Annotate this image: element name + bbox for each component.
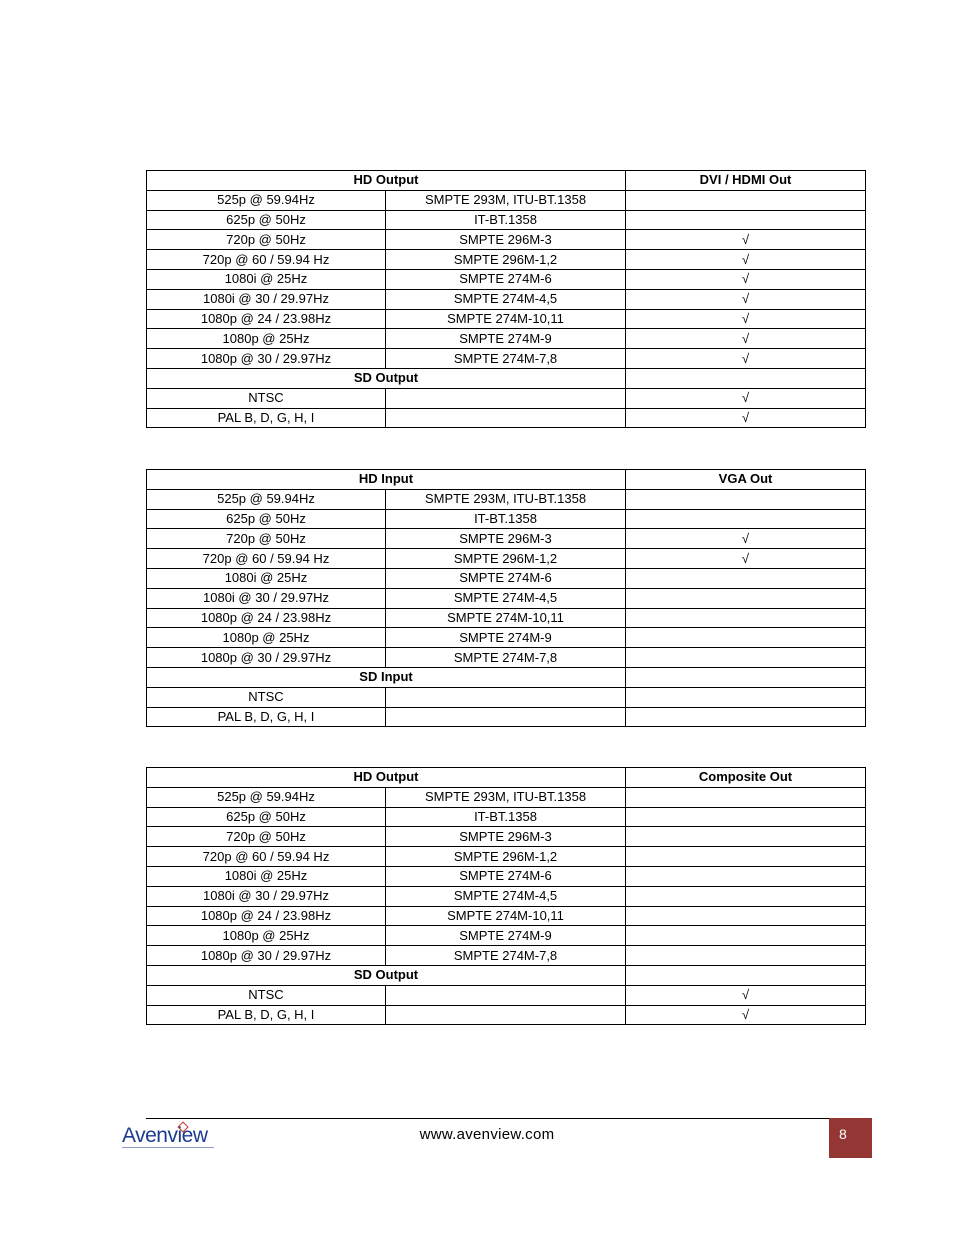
table-row <box>147 787 866 807</box>
support-cell <box>626 926 866 946</box>
sd-header-row <box>147 965 866 985</box>
standard-cell: SMPTE 274M-9 <box>386 329 626 349</box>
table-row <box>147 608 866 628</box>
sd-header-row <box>147 368 866 388</box>
table-row <box>147 926 866 946</box>
table-row <box>147 807 866 827</box>
table-row <box>147 309 866 329</box>
table-row <box>147 847 866 867</box>
hd-header-row <box>147 768 866 788</box>
format-cell: 625p @ 50Hz <box>147 807 386 827</box>
support-cell <box>626 946 866 966</box>
support-cell <box>626 787 866 807</box>
standard-cell: SMPTE 293M, ITU-BT.1358 <box>386 190 626 210</box>
table-row <box>147 408 866 428</box>
format-cell: 720p @ 50Hz <box>147 529 386 549</box>
support-cell: √ <box>626 329 866 349</box>
format-cell: 720p @ 60 / 59.94 Hz <box>147 549 386 569</box>
table-row <box>147 827 866 847</box>
standard-cell: SMPTE 296M-1,2 <box>386 847 626 867</box>
standard-cell: SMPTE 274M-10,11 <box>386 608 626 628</box>
format-cell: NTSC <box>147 388 386 408</box>
format-cell: NTSC <box>147 985 386 1005</box>
standard-cell: SMPTE 274M-7,8 <box>386 946 626 966</box>
support-cell <box>626 489 866 509</box>
standard-cell: SMPTE 274M-10,11 <box>386 906 626 926</box>
sd-header-row <box>147 667 866 687</box>
standard-cell: SMPTE 274M-4,5 <box>386 886 626 906</box>
format-cell: 525p @ 59.94Hz <box>147 489 386 509</box>
support-cell <box>626 568 866 588</box>
sd-header-row-column-label <box>626 667 866 687</box>
table-row <box>147 886 866 906</box>
logo-text: Avenview <box>122 1124 208 1147</box>
format-cell: 1080p @ 25Hz <box>147 329 386 349</box>
standard-cell: SMPTE 274M-6 <box>386 568 626 588</box>
standard-cell: SMPTE 296M-3 <box>386 529 626 549</box>
support-cell <box>626 866 866 886</box>
support-cell <box>626 210 866 230</box>
format-cell: 525p @ 59.94Hz <box>147 787 386 807</box>
format-cell: 720p @ 50Hz <box>147 230 386 250</box>
support-cell <box>626 707 866 727</box>
standard-cell: SMPTE 293M, ITU-BT.1358 <box>386 787 626 807</box>
composite-output-table <box>146 767 866 1025</box>
table-row <box>147 628 866 648</box>
standard-cell: SMPTE 274M-7,8 <box>386 349 626 369</box>
format-cell: 1080p @ 24 / 23.98Hz <box>147 309 386 329</box>
support-cell <box>626 886 866 906</box>
standard-cell: SMPTE 274M-6 <box>386 269 626 289</box>
table-row <box>147 866 866 886</box>
support-cell: √ <box>626 408 866 428</box>
standard-cell: IT-BT.1358 <box>386 509 626 529</box>
table-row <box>147 269 866 289</box>
support-cell: √ <box>626 549 866 569</box>
table-row <box>147 687 866 707</box>
standard-cell: SMPTE 274M-4,5 <box>386 588 626 608</box>
support-cell <box>626 628 866 648</box>
sd-header-row-label: SD Output <box>147 368 626 388</box>
standard-cell: SMPTE 296M-3 <box>386 230 626 250</box>
format-cell: PAL B, D, G, H, I <box>147 408 386 428</box>
table-row <box>147 588 866 608</box>
standard-cell <box>386 687 626 707</box>
standard-cell <box>386 1005 626 1025</box>
format-cell: 1080i @ 25Hz <box>147 568 386 588</box>
table-row <box>147 568 866 588</box>
format-cell: 1080p @ 30 / 29.97Hz <box>147 349 386 369</box>
support-cell: √ <box>626 985 866 1005</box>
dvi-hdmi-output-table <box>146 170 866 428</box>
format-cell: NTSC <box>147 687 386 707</box>
format-cell: 1080p @ 25Hz <box>147 926 386 946</box>
table-row <box>147 388 866 408</box>
format-cell: 1080i @ 30 / 29.97Hz <box>147 886 386 906</box>
format-cell: 720p @ 60 / 59.94 Hz <box>147 250 386 270</box>
support-cell <box>626 687 866 707</box>
hd-header-row-label: HD Output <box>147 768 626 788</box>
table-row <box>147 349 866 369</box>
support-cell: √ <box>626 388 866 408</box>
support-cell <box>626 807 866 827</box>
format-cell: 1080p @ 25Hz <box>147 628 386 648</box>
sd-header-row-label: SD Output <box>147 965 626 985</box>
standard-cell: SMPTE 296M-1,2 <box>386 250 626 270</box>
table-row <box>147 529 866 549</box>
standard-cell: SMPTE 274M-9 <box>386 628 626 648</box>
standard-cell: SMPTE 274M-9 <box>386 926 626 946</box>
standard-cell <box>386 985 626 1005</box>
hd-header-row-column-label: DVI / HDMI Out <box>626 171 866 191</box>
table-row <box>147 946 866 966</box>
format-cell: 1080p @ 24 / 23.98Hz <box>147 608 386 628</box>
hd-header-row-label: HD Output <box>147 171 626 191</box>
standard-cell: IT-BT.1358 <box>386 210 626 230</box>
support-cell: √ <box>626 349 866 369</box>
page-number: 8 <box>839 1126 847 1142</box>
table-row <box>147 250 866 270</box>
standard-cell: SMPTE 274M-7,8 <box>386 648 626 668</box>
sd-header-row-column-label <box>626 965 866 985</box>
sd-header-row-label: SD Input <box>147 667 626 687</box>
table-row <box>147 707 866 727</box>
support-cell: √ <box>626 1005 866 1025</box>
support-cell <box>626 588 866 608</box>
standard-cell: SMPTE 274M-4,5 <box>386 289 626 309</box>
standard-cell <box>386 388 626 408</box>
table-row <box>147 289 866 309</box>
format-cell: 1080i @ 30 / 29.97Hz <box>147 588 386 608</box>
vga-output-table <box>146 469 866 727</box>
support-cell <box>626 608 866 628</box>
standard-cell: IT-BT.1358 <box>386 807 626 827</box>
table-row <box>147 509 866 529</box>
support-cell <box>626 847 866 867</box>
support-cell: √ <box>626 289 866 309</box>
standard-cell <box>386 707 626 727</box>
table-row <box>147 230 866 250</box>
standard-cell: SMPTE 274M-10,11 <box>386 309 626 329</box>
table-row <box>147 190 866 210</box>
hd-header-row-column-label: VGA Out <box>626 470 866 490</box>
logo-underline <box>122 1147 214 1148</box>
standard-cell: SMPTE 296M-1,2 <box>386 549 626 569</box>
table-row <box>147 549 866 569</box>
table-row <box>147 1005 866 1025</box>
support-cell <box>626 906 866 926</box>
format-cell: 720p @ 60 / 59.94 Hz <box>147 847 386 867</box>
hd-header-row <box>147 171 866 191</box>
table-row <box>147 329 866 349</box>
table-row <box>147 210 866 230</box>
table-row <box>147 489 866 509</box>
standard-cell: SMPTE 274M-6 <box>386 866 626 886</box>
support-cell <box>626 509 866 529</box>
support-cell: √ <box>626 250 866 270</box>
format-cell: 1080p @ 30 / 29.97Hz <box>147 648 386 668</box>
support-cell <box>626 648 866 668</box>
hd-header-row <box>147 470 866 490</box>
footer-divider <box>146 1118 872 1119</box>
table-row <box>147 985 866 1005</box>
support-cell: √ <box>626 529 866 549</box>
table-row <box>147 906 866 926</box>
format-cell: 525p @ 59.94Hz <box>147 190 386 210</box>
support-cell: √ <box>626 269 866 289</box>
standard-cell: SMPTE 296M-3 <box>386 827 626 847</box>
format-cell: 1080p @ 24 / 23.98Hz <box>147 906 386 926</box>
hd-header-row-column-label: Composite Out <box>626 768 866 788</box>
standard-cell: SMPTE 293M, ITU-BT.1358 <box>386 489 626 509</box>
format-cell: 625p @ 50Hz <box>147 210 386 230</box>
sd-header-row-column-label <box>626 368 866 388</box>
format-cell: PAL B, D, G, H, I <box>147 1005 386 1025</box>
format-cell: 1080i @ 30 / 29.97Hz <box>147 289 386 309</box>
standard-cell <box>386 408 626 428</box>
support-cell <box>626 827 866 847</box>
format-cell: 1080i @ 25Hz <box>147 866 386 886</box>
hd-header-row-label: HD Input <box>147 470 626 490</box>
support-cell: √ <box>626 230 866 250</box>
format-cell: 1080i @ 25Hz <box>147 269 386 289</box>
format-cell: PAL B, D, G, H, I <box>147 707 386 727</box>
page-number-box <box>829 1118 872 1158</box>
website-url: www.avenview.com <box>419 1126 555 1143</box>
format-cell: 720p @ 50Hz <box>147 827 386 847</box>
support-cell <box>626 190 866 210</box>
format-cell: 1080p @ 30 / 29.97Hz <box>147 946 386 966</box>
format-cell: 625p @ 50Hz <box>147 509 386 529</box>
support-cell: √ <box>626 309 866 329</box>
table-row <box>147 648 866 668</box>
